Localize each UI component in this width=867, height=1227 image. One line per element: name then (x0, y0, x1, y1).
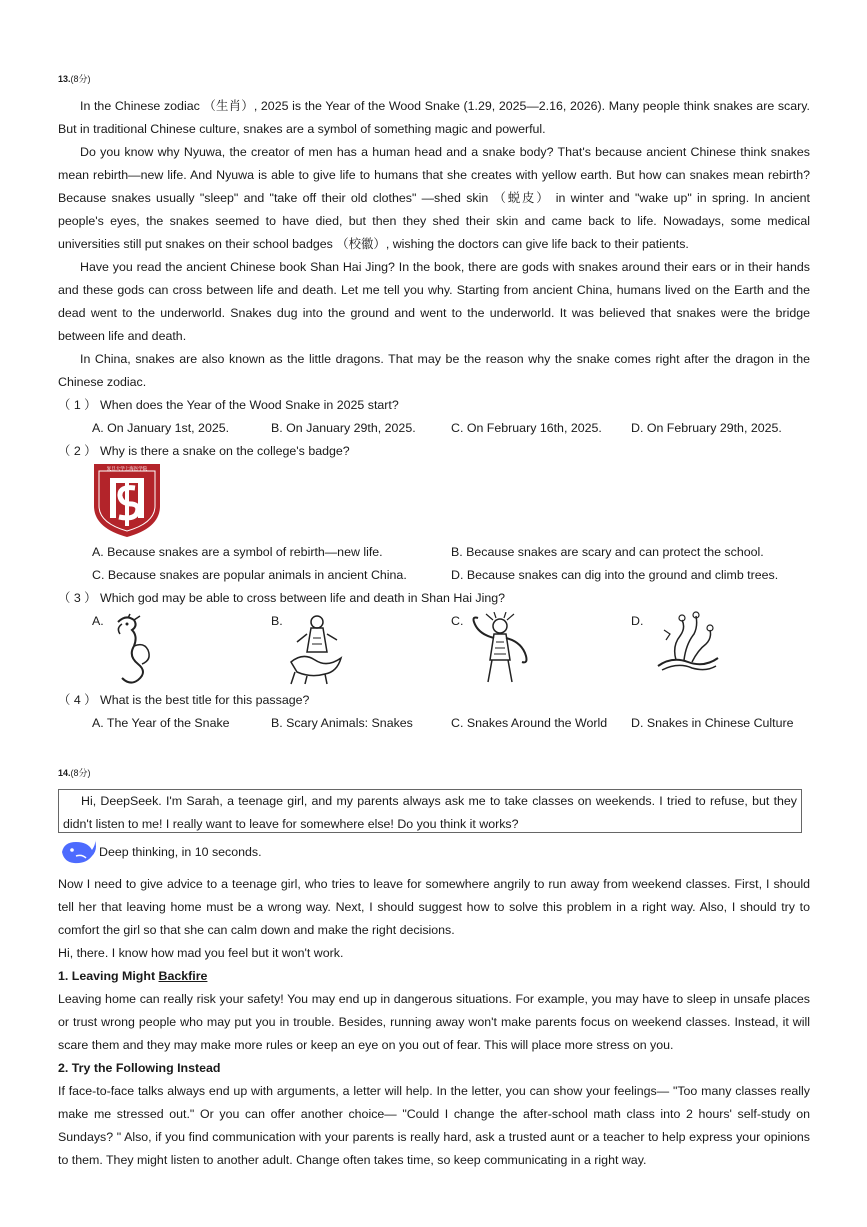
question-label: （ 4 ） (58, 693, 97, 707)
passage-paragraph-3: Have you read the ancient Chinese book Shan Hai Jing? In the book, there are gods with snakes around their ears or in their hands and these gods can cross between life and death. Let me tell you why. Starting from ancient China, humans lived on the Earth and the dead went to the underworld. Snakes dug into the ground and went to the underworld. It was believed that snakes were the bridge between life and death. (58, 260, 810, 343)
god-d-image (652, 610, 722, 674)
question-14-header (58, 766, 91, 779)
college-badge-image (92, 462, 162, 538)
advice-paragraph-1: Leaving home can really risk your safety! You may end up in dangerous situations. For example, you may have to sleep in unsafe places or trust wrong people who may put you in trouble. Besides, running away won't make parents focus on weekend classes. Instead, it will scare them and they may make more rules or keep an eye on you out of fear. This will place more stress on you. (58, 992, 810, 1052)
question-1 (58, 394, 399, 417)
god-riding-dragon-icon (287, 612, 345, 686)
multi-headed-snake-icon (652, 610, 722, 674)
q1-option-c[interactable]: C. On February 16th, 2025. (451, 421, 602, 435)
thinking-status: Deep thinking, in 10 seconds. (99, 845, 262, 859)
badge-lettering: 复旦大学上海医学院 (106, 467, 148, 472)
q2-option-d[interactable]: D. Because snakes can dig into the ground and climb trees. (451, 568, 779, 582)
q4-option-d[interactable]: D. Snakes in Chinese Culture (631, 716, 794, 730)
heading-try-following: 2. Try the Following Instead (58, 1061, 221, 1075)
question-13-header (58, 72, 91, 85)
q3-option-d[interactable]: D. (631, 614, 644, 628)
advice-paragraph-2: If face-to-face talks always end up with arguments, a letter will help. In the letter, you can show your feelings— "Too many classes really make me stressed out." Or you can offer another choice— "Could I change the after-school math class into 2 hours' self-study on Sundays? " Also, if you find communication with your parents is really hard, ask a trusted aunt or a teacher to help express your opinions to them. They might listen to another adult. Change often takes time, so keep communicating in a right way. (58, 1084, 810, 1167)
god-b-image (287, 612, 345, 686)
passage-paragraph-1: In the Chinese zodiac （生肖）, 2025 is the Year of the Wood Snake (1.29, 2025—2.16, 2026). Many people think snakes are scary. But in traditional Chinese culture, snakes are a symbol of something magic and powerful. (58, 99, 810, 136)
question-label: （ 2 ） (58, 444, 97, 458)
god-holding-snakes-icon (466, 612, 532, 684)
college-badge-icon (92, 462, 162, 538)
question-text: When does the Year of the Wood Snake in 2025 start? (100, 398, 399, 412)
dragon-snake-god-icon (108, 612, 158, 686)
q3-option-b[interactable]: B. (271, 614, 283, 628)
q1-option-a[interactable]: A. On January 1st, 2025. (92, 421, 230, 435)
q3-option-c[interactable]: C. (451, 614, 464, 628)
passage-paragraph-4: In China, snakes are also known as the little dragons. That may be the reason why the snake comes right after the dragon in the Chinese zodiac. (58, 352, 810, 389)
god-a-image (108, 612, 158, 686)
q2-option-a[interactable]: A. Because snakes are a symbol of rebirth—new life. (92, 545, 383, 559)
question-text: Why is there a snake on the college's badge? (100, 444, 350, 458)
user-prompt-text: Hi, DeepSeek. I'm Sarah, a teenage girl, and my parents always ask me to take classes on weekends. I tried to refuse, but they didn't listen to me! I really want to leave for somewhere else! Do you think it works? (63, 794, 797, 831)
question-3 (58, 587, 505, 610)
question-4 (58, 689, 309, 712)
underlined-word: Backfire (158, 969, 208, 983)
question-score: (8分) (70, 768, 91, 778)
passage-paragraph-2: Do you know why Nyuwa, the creator of men has a human head and a snake body? That's because ancient Chinese think snakes mean rebirth—new life. And Nyuwa is able to give life to humans that she creates with yellow earth. But how can snakes mean rebirth? Because snakes usually "sleep" and "take off their old clothes" —shed skin （蜕皮） in winter and "wake up" in spring. In ancient people's eyes, the snakes seemed to have died, but then they shed their skin and came back to life. Nowadays, some medical universities still put snakes on their school badges （校徽）, wishing the doctors can give life back to their patients. (58, 145, 810, 251)
q4-option-a[interactable]: A. The Year of the Snake (92, 716, 230, 730)
q2-option-c[interactable]: C. Because snakes are popular animals in ancient China. (92, 568, 407, 582)
q1-option-d[interactable]: D. On February 29th, 2025. (631, 421, 782, 435)
question-number: 14. (58, 768, 71, 778)
q4-option-b[interactable]: B. Scary Animals: Snakes (271, 716, 413, 730)
q1-option-b[interactable]: B. On January 29th, 2025. (271, 421, 416, 435)
question-label: （ 1 ） (58, 398, 97, 412)
deepseek-logo (60, 838, 96, 866)
q2-option-b[interactable]: B. Because snakes are scary and can protect the school. (451, 545, 764, 559)
user-prompt-box (58, 789, 802, 833)
heading-leaving-might-backfire (58, 965, 810, 988)
greeting-line: Hi, there. I know how mad you feel but it won't work. (58, 946, 344, 960)
question-label: （ 3 ） (58, 591, 97, 605)
q3-option-a[interactable]: A. (92, 614, 104, 628)
question-number: 13. (58, 74, 71, 84)
reasoning-paragraph: Now I need to give advice to a teenage girl, who tries to leave for somewhere angrily to run away from weekend classes. First, I should tell her that leaving home must be a wrong way. Next, I should suggest how to solve this problem in a right way. Also, I should try to comfort the girl so that she can calm down and make the right decisions. (58, 877, 810, 937)
god-c-image (466, 612, 532, 684)
heading-prefix: 1. Leaving Might (58, 969, 159, 983)
question-text: What is the best title for this passage? (100, 693, 310, 707)
question-2 (58, 440, 350, 463)
whale-icon (60, 838, 96, 866)
question-score: (8分) (70, 74, 91, 84)
question-text: Which god may be able to cross between life and death in Shan Hai Jing? (100, 591, 506, 605)
q4-option-c[interactable]: C. Snakes Around the World (451, 716, 608, 730)
